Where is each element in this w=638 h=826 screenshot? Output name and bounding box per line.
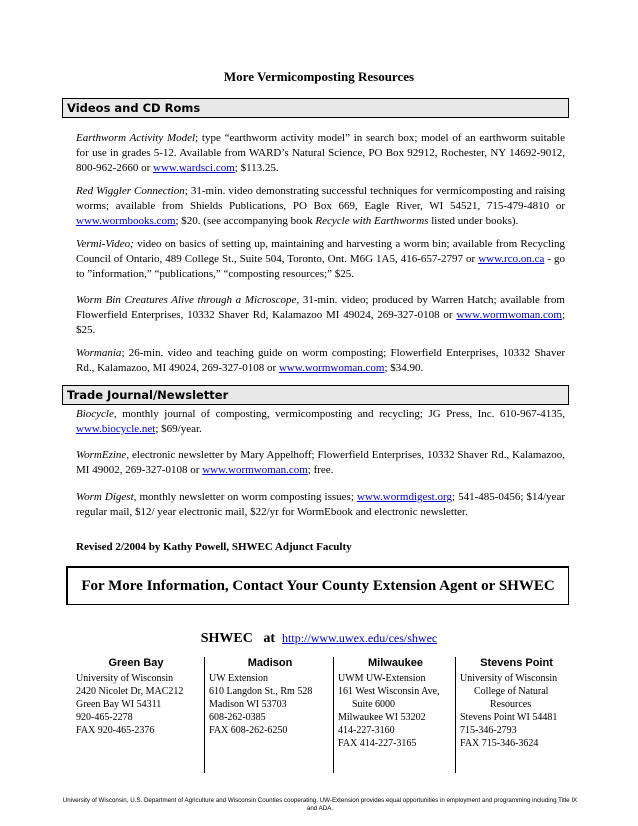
office-milwaukee (333, 657, 453, 773)
resource-title: Wormania (76, 347, 122, 359)
resource-title: Worm Digest, (76, 491, 137, 503)
section-heading-journals: Trade Journal/Newsletter (62, 385, 569, 405)
resource-text: ; 541-485-0456; $14/year regular mail, $12/ year electronic mail, $22/yr for WormEbook and electronic newsletter. (76, 491, 565, 518)
resource-entry-biocycle (76, 407, 565, 437)
office-name: Stevens Point (480, 657, 553, 669)
resource-entry-wormezine (76, 448, 565, 478)
link-wormwoman[interactable]: www.wormwoman.com (278, 362, 385, 374)
office-line: Green Bay WI 54311 (76, 699, 162, 710)
office-line: Stevens Point WI 54481 (460, 712, 558, 723)
resource-title: Biocycle, (76, 408, 117, 420)
link-rco[interactable]: www.rco.on.ca (478, 253, 545, 265)
resource-entry-red-wiggler (76, 184, 565, 229)
link-wormwoman[interactable]: www.wormwoman.com (456, 309, 562, 321)
office-line: 414-227-3160 (338, 725, 395, 736)
link-wormbooks[interactable]: www.wormbooks.com (76, 215, 176, 227)
resource-text: electronic newsletter by Mary Appelhoff; Flowerfield Enterprises, 10332 Shaver Rd., Kalamazoo, MI 49002, 269-327-0108 or (76, 449, 565, 476)
book-title: Recycle with Earthworms (315, 215, 429, 227)
office-line: 161 West Wisconsin Ave, (338, 686, 440, 697)
shwec-line (0, 631, 638, 647)
office-madison (204, 657, 331, 773)
office-line: 610 Langdon St., Rm 528 (209, 686, 313, 697)
link-wormdigest[interactable]: www.wormdigest.org (356, 491, 452, 503)
resource-title: WormEzine, (76, 449, 130, 461)
shwec-url-link[interactable]: http://www.uwex.edu/ces/shwec (282, 631, 438, 645)
resource-text: ; free. (307, 464, 334, 476)
resource-entry-vermi-video (76, 237, 565, 282)
resource-text: video on basics of setting up, maintaining and harvesting a worm bin; available from Recycling Council of Ontario, 489 College St., Suite 504, Toronto, Ont. M6G 1A5, 416-657-2797 or (76, 238, 565, 265)
office-directory (76, 657, 573, 773)
office-line: UW Extension (209, 673, 268, 684)
resource-text: monthly journal of composting, vermicomposting and recycling; JG Press, Inc. 610-967-4135, (116, 408, 565, 420)
resource-entry-wormania (76, 346, 565, 376)
office-name: Madison (247, 657, 293, 669)
resource-text: ; $20. (see accompanying book (175, 215, 316, 227)
resource-title: Worm Bin Creatures Alive through a Microscope, (76, 294, 300, 306)
resource-text: monthly newsletter on worm composting issues; (136, 491, 357, 503)
office-name: Green Bay (108, 657, 164, 669)
resource-entry-worm-bin-creatures (76, 293, 565, 338)
office-line: 2420 Nicolet Dr, MAC212 (76, 686, 184, 697)
shwec-name: SHWEC (200, 631, 253, 646)
office-line: FAX 715-346-3624 (460, 738, 539, 749)
footer-disclaimer: University of Wisconsin, U.S. Department of Agriculture and Wisconsin Counties cooperating. UW-Extension provides equal opportunities in employment and programming including Title IX and ADA. (62, 797, 578, 812)
resource-entry-earthworm-model (76, 131, 565, 176)
resource-text: 31-min. video; produced by Warren Hatch; available from Flowerfield Enterprises, 10332 Shaver Rd, Kalamazoo MI 49024, 269-327-0108 or (76, 294, 565, 321)
resource-title: Vermi-Video; (76, 238, 134, 250)
link-wardsci[interactable]: www.wardsci.com (153, 162, 235, 174)
contact-banner (66, 566, 569, 605)
resource-entry-worm-digest (76, 490, 565, 520)
office-stevens-point (455, 657, 573, 773)
page-title: More Vermicomposting Resources (223, 69, 415, 84)
office-line: 608-262-0385 (209, 712, 266, 723)
office-line: 920-465-2278 (76, 712, 133, 723)
office-line: FAX 414-227-3165 (338, 738, 417, 749)
resource-text: - go to ”information,” “publications,” “composting resources;” $25. (76, 253, 565, 280)
office-name: Milwaukee (367, 657, 424, 669)
office-line: FAX 920-465-2376 (76, 725, 155, 736)
resource-text: ; $34.90. (384, 362, 424, 374)
resource-text: ; 31-min. video demonstrating successful techniques for vermicomposting and raising worms; available from Shields Publications, PO Box 669, Eagle River, WI 54521, 715-479-4810 or (76, 185, 565, 212)
section-heading-videos: Videos and CD Roms (62, 98, 569, 118)
office-green-bay (76, 657, 196, 773)
office-line: FAX 608-262-6250 (209, 725, 288, 736)
office-line: University of Wisconsin (76, 673, 174, 684)
office-line: Suite 6000 (352, 699, 396, 710)
resource-title: Red Wiggler Connection (76, 185, 185, 197)
resource-text: ; type “earthworm activity model” in search box; model of an earthworm suitable for use in grades 5-12. Available from WARD’s Natural Science, PO Box 92912, Rochester, NY 14692-9012, 800-962-2660 or (76, 132, 565, 174)
shwec-at: at (263, 631, 276, 646)
resource-text: ; $25. (76, 309, 565, 336)
resource-text: ; $113.25. (234, 162, 279, 174)
resource-text: listed under books). (428, 215, 519, 227)
link-wormwoman[interactable]: www.wormwoman.com (202, 464, 308, 476)
office-line: Milwaukee WI 53202 (338, 712, 426, 723)
office-line: University of Wisconsin (460, 673, 558, 684)
contact-banner-text: For More Information, Contact Your County Extension Agent or SHWEC (81, 578, 555, 594)
office-line: College of Natural (474, 686, 549, 697)
office-line: UWM UW-Extension (338, 673, 426, 684)
revision-note: Revised 2/2004 by Kathy Powell, SHWEC Adjunct Faculty (76, 541, 352, 553)
link-biocycle[interactable]: www.biocycle.net (76, 423, 156, 435)
resource-title: Earthworm Activity Model (76, 132, 196, 144)
office-line: 715-346-2793 (460, 725, 517, 736)
office-line: Resources (490, 699, 532, 710)
resource-text: ; 26-min. video and teaching guide on worm composting; Flowerfield Enterprises, 10332 Shaver Rd., Kalamazoo, MI 49024, 269-327-0108 or (76, 347, 565, 374)
resource-text: ; $69/year. (155, 423, 202, 435)
office-line: Madison WI 53703 (209, 699, 287, 710)
